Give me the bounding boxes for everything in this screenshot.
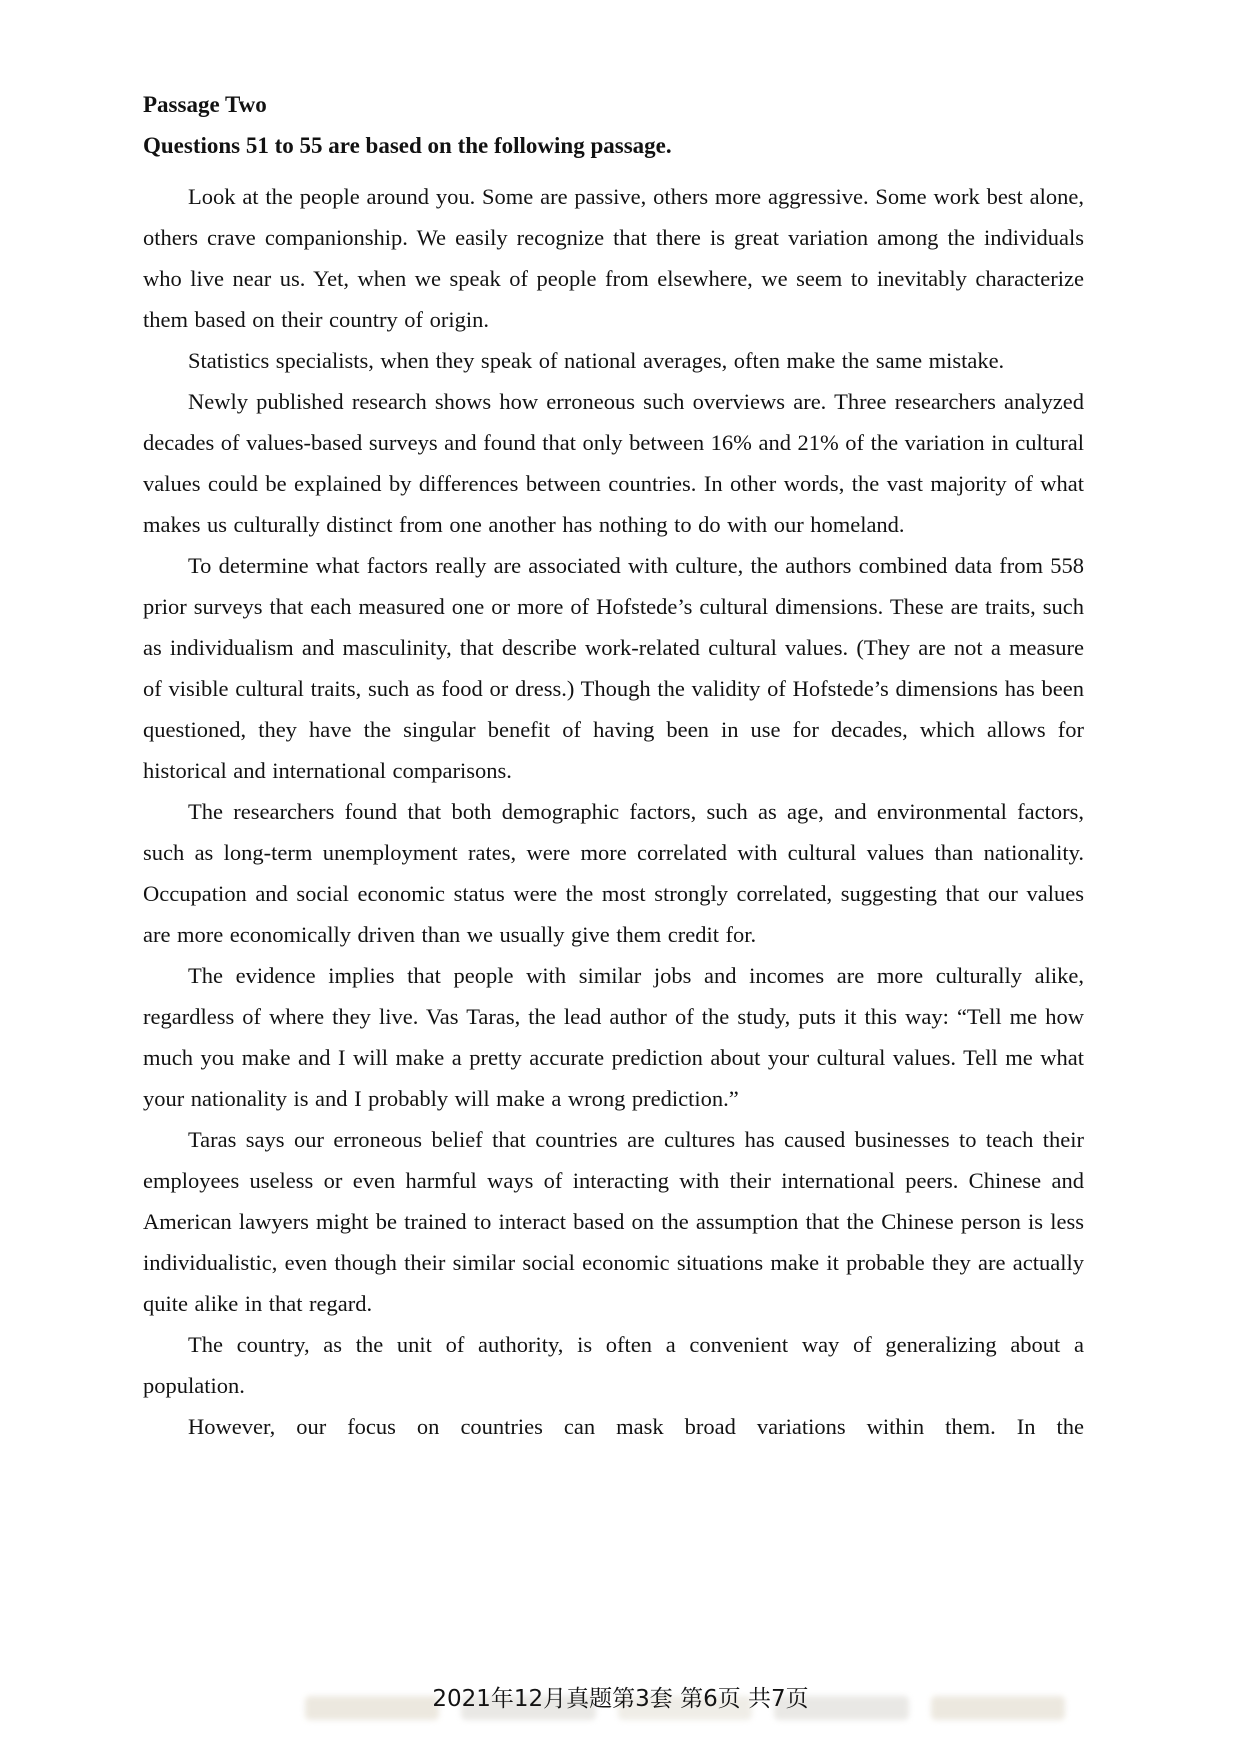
passage-paragraph-9: However, our focus on countries can mask broad variations within them. In the — [188, 1414, 1084, 1439]
passage-paragraph-6: The evidence implies that people with similar jobs and incomes are more culturally alike, regardless of where they live. Vas Taras, the lead author of the study, puts it this way: “Tell me how much you make and I will make a pretty accurate prediction about your cultural values. Tell me what your nationality is and I probably will make a wrong prediction.” — [143, 963, 1084, 1111]
passage-paragraph-7: Taras says our erroneous belief that countries are cultures has caused businesses to teach their employees useless or even harmful ways of interacting with their international peers. Chinese and American lawyers might be trained to interact based on the assumption that the Chinese person is less individualistic, even though their similar social economic situations make it probable they are actually quite alike in that regard. — [143, 1127, 1084, 1316]
passage-paragraph-3: Newly published research shows how erroneous such overviews are. Three researchers analyzed decades of values-based surveys and found that only between 16% and 21% of the variation in cultural values could be explained by differences between countries. In other words, the vast majority of what makes us culturally distinct from one another has nothing to do with our homeland. — [143, 389, 1084, 537]
page-footer: 2021年12月真题第3套 第6页 共7页 — [432, 1686, 809, 1712]
passage-content — [143, 84, 1084, 1447]
passage-paragraph-5: The researchers found that both demographic factors, such as age, and environmental factors, such as long-term unemployment rates, were more correlated with cultural values than nationality. Occupation and social economic status were the most strongly correlated, suggesting that our values are more economically driven than we usually give them credit for. — [143, 799, 1084, 947]
passage-instruction: Questions 51 to 55 are based on the following passage. — [143, 133, 672, 158]
passage-paragraph-8: The country, as the unit of authority, is often a convenient way of generalizing about a population. — [143, 1332, 1084, 1398]
passage-paragraph-4: To determine what factors really are associated with culture, the authors combined data from 558 prior surveys that each measured one or more of Hofstede’s cultural dimensions. These are traits, such as individualism and masculinity, that describe work-related cultural values. (They are not a measure of visible cultural traits, such as food or dress.) Though the validity of Hofstede’s dimensions has been questioned, they have the singular benefit of having been in use for decades, which allows for historical and international comparisons. — [143, 553, 1084, 783]
passage-paragraph-1: Look at the people around you. Some are passive, others more aggressive. Some work best alone, others crave companionship. We easily recognize that there is great variation among the individuals who live near us. Yet, when we speak of people from elsewhere, we seem to inevitably characterize them based on their country of origin. — [143, 184, 1084, 332]
passage-paragraph-2: Statistics specialists, when they speak of national averages, often make the same mistake. — [188, 348, 1005, 373]
passage-title: Passage Two — [143, 92, 267, 117]
